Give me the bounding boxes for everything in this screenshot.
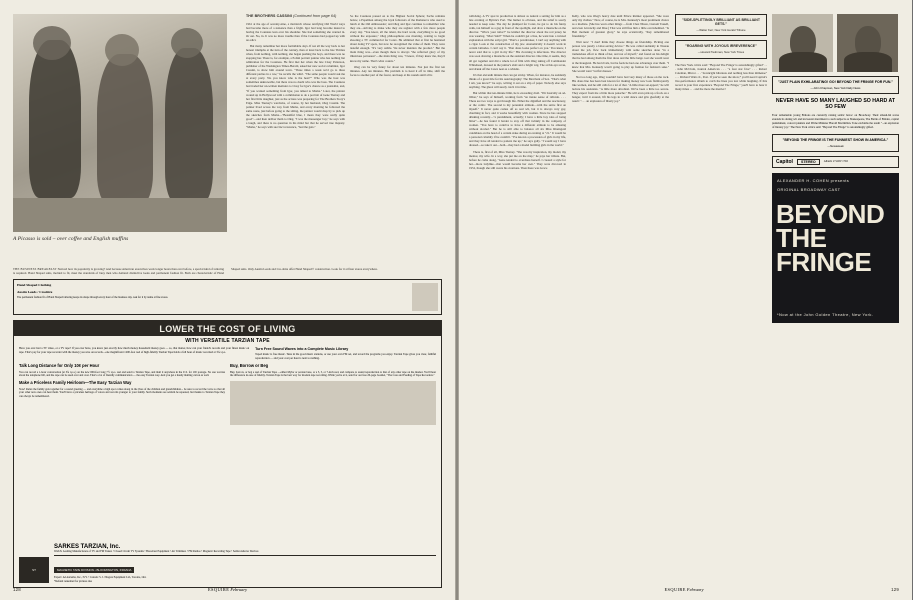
right-page	[456, 0, 912, 600]
tarzian-buy-copy: Buy, borrow, or beg a reel of Tarzian Tape —either Mylar or acetate base, or a 3, 5, or 7-inch reel, and compare to sound reproduction to that of any other tape on the market. You'll hear the difference in ease of fidelity. Tarzian Tape is the best way for modern tape recording. While you're at it, send for our free 20-page booklet, "The Care and Feeding of Tape Recorders."	[230, 370, 436, 378]
right-column-3-quotes	[675, 14, 767, 254]
photo-men-at-breakfast	[13, 14, 227, 232]
press-quote	[772, 134, 899, 152]
press-quote-text: "SIDE-SPLITTINGLY BRILLIANT AS BRILLIANT GETS."	[682, 18, 760, 27]
hand-shaped-brand-body: The permanent fashion fit of Hand Shaped tailoring keeps its shape through every hour of the business day. Ask for it by name at fine stores.	[17, 296, 169, 300]
album-cover-art	[772, 173, 899, 323]
album-theatre-note: *Now at the John Golden Theatre, New York.	[777, 312, 874, 318]
article-paragraph: But many remember her more formidable days. If not all the way back to her honest triumphs at the turn of the century, then at least back to the late Thirties when, from nothing, with nothing, she began pushing the boys, and there was no stopping her. There is, for example, a Polish portrait painter who has nothing but admiration for the Countess. He first met her when the late Cissy Patterson, publisher of the Washington Times-Herald, asked her new social columnist, Igor Cassini, to show him around town. "Three times a week we'd go to three different parties in a row," he recalls the whirl. "The same people would ask me at every party. 'Do you know who is the host?'" Who was the host was sometimes unknowable, but there was no doubt who was the boss. The Countess had traded her un-written memoirs to Cissy for Igor's chance as a journalist, and, "If you wanted something from Igor, you talked to Mama." Later, the painter wound up in Hollywood with a commission to do a portrait of Gene Tierney and her first little daughter, just as the actress was preparing for The Brothers Story's Edge. Miss Tierney's wardrobe, of course, by her husband, Oleg Cassini. The painter lived across the way from Mama, and every morning he followed the same route, just before going to the sitting, the painter would drop by to pick up the sketches from Mama—"Beautiful blue, I mean they were really quite good"—and then deliver them to Oleg. "I was the messenger boy," he says with a laugh, and there is no question in his mind but that he served true majesty. "Mama," he says with succinct reverence, "had the guts."	[246, 44, 345, 129]
ad-lead-headline: THE BUSINESS BREAKFAST	[13, 267, 57, 271]
right-paragraph: Wait now: "I don't think they choose things on friendship. Picking one person was purely a labor-saving device." He was called suddenly in Nassau about the job, flew back immediately with some sketches done "in a tremendous effort to think of her, and not of myself," and found on his delight that he had among them the first dress and the little beige coat she would wear at the Inaugural. He had rivals, but he feels he had one advantage over them. "I knew that Mrs. Kennedy wasn't going to play up fashion for fashion's sake." She would want "tactful dresses."	[572, 40, 669, 73]
ad-headline: NEVER HAVE SO MANY LAUGHED SO HARD AT SO FEW	[775, 98, 896, 111]
tarzian-headline: LOWER THE COST OF LIVING	[14, 321, 441, 336]
article-title-text: THE BROTHERS CASSINI	[246, 14, 292, 18]
cast-portraits-row-1	[772, 14, 899, 72]
right-paragraph: There is, first of all, Miss Tierney. "She was my inspiration, my model, my mentor, my wife. In a way, she put me on the map," he pays her tribute. But, before he came along, "Gene tended to overdress herself. I created a style for her—more ladylike—that would become her own." They were divorced in 1952, though she still wears his creations. Then there was Grace	[469, 149, 566, 170]
figure-left	[29, 40, 81, 198]
tarzian-sub-2-headline: Make a Priceless Family Heirloom—The Easy Tarzian Way	[19, 379, 132, 385]
stereo-badge: STEREO	[797, 159, 820, 165]
article-column-1	[246, 14, 345, 574]
article-paragraph: 1961 at the age of seventy-nine, a matriarch whose terrifying Old World ways had become more of a nuisance than a fright. Igor had long become inured to having the Countess lean over his shoulder. She had something she wanted in. Or out. No, in. It was no more trouble than if the Countess had popped up with an edict.	[246, 21, 345, 42]
press-quote	[675, 40, 767, 58]
tarzian-sub-2	[19, 381, 225, 425]
press-quote-text: "BEYOND THE FRINGE IS THE FUNNIEST SHOW IN AMERICA."	[782, 137, 889, 142]
press-quote-source: —Newsweek	[827, 144, 844, 149]
right-footer	[664, 587, 703, 592]
left-folio: 128	[13, 587, 21, 592]
article-paragraph: So the Countess passed on to the Highest Social Sphere; Sacha remains below, a Papelman among the loyal followers of the Romanovs who used to lunch at the Old Ambassador; and Oleg and Igor continue to remember who they are—striving to make who they are register with a few more people every day. "You know, all the talent, the hard work, everything is no good without the exposure," Oleg philosophizes one morning, waiting to begin shooting a TV commercial for Cotex. He admitted that at first he hesitated about doing TV spots, but now he recognized the value of them. They were tasteful enough. "It's very subtle. We never mention the product." But the main thing was—even though there is always "the reflected glory of my illustrious patroness"—the main thing was, "I know, if they knew me, they'd know my name. That's what counts."	[350, 14, 445, 63]
hand-shaped-brand-line1: Hand Shaped Clothing	[17, 283, 52, 288]
page-gutter	[455, 0, 459, 600]
tarzian-sub-2-copy: Now! Relax the family gets together for a sound greeting — and everytime a high spot comes along in the lives of the children and grandchildren... be sure to record the voice so that all your other new ones can hear them. You'll have a priceless heritage of voices and records younger to your family. Such moments are seldom be repeated, but thanks to Tarzian Tape they can always be remembered.	[19, 387, 225, 398]
article-title	[246, 14, 345, 19]
capitol-logo: Capitol	[776, 159, 793, 166]
tarzian-company-lines: World's Leading Manufacturers of TV and FM Tuners • Closed Circuit TV Systems • Broadcast Equipment • Air Trimmers • FM Radios • Magnetic Recording Tape • Semiconductor Devices	[54, 549, 259, 553]
article-column-2	[350, 14, 445, 574]
right-paragraph: It's that eleventh minute that can get sticky. When, for instance, he suddenly thinks of a great title for his autobiography: The Merchant of Sex. "That's what I am, you know?" he says, writing it out on a slip of paper. Nobody else says anything. The ghost will surely catch it in time.	[469, 72, 566, 89]
right-folio: 129	[891, 587, 899, 592]
capitol-records-bar	[772, 156, 899, 168]
right-column-1	[469, 14, 566, 574]
press-quote-source: —Howard Taubman, New York Times	[697, 49, 745, 54]
press-quote-text: "JUST PLAIN EXHILARATING! GO! BEYOND THE FRINGE FOR FUN."	[777, 80, 894, 84]
ad-body-copy: Four remarkable young Britons are currently raising satiric havoc on Broadway. Their smash-hit revue extends its daring wit and irreverent merriment to such subjects as Shakespeare, The Battle of Britain, capital punishment, concert pianists and Prime Minister Harold Macmillan. Tone exclaims the result "...an explosion of literary joy." The New York critics said: "Beyond The Fringe" is astonishingly gifted.	[772, 113, 899, 129]
press-quote-source: —Walter Kerr, New York Herald Tribune	[696, 27, 746, 32]
right-footer-magazine: ESQUIRE	[664, 587, 686, 592]
tarzian-buy-headline: Buy, Borrow or Beg	[230, 362, 269, 368]
album-subtitle: ORIGINAL BROADWAY CAST	[777, 187, 841, 193]
right-paragraph: rollicking. A TV spot in production is almost as natural a setting for him as a late evening at Byrnie's Port. The humor is obvious, and the relief is sorely needed to keep sane. The day he plumped for Cotex, he got to do his funny walk, tan himself as a gag in front of the spotlight, and draw a mustache on the director. "Who's your tailor?" he kidded the director about the red jersey he was wearing. "Mort Sahl?" When he couldn't get a line, he went into a twisted explanation with the script girl. "That's a pawnbroker, I can't say anything with a cigar. Look at the construction of my jaw. Anatomically it doesn't work in certain latitudes. I can't say it. 'That dress looks perfect on you.' You know, I never said that to a girl in my life." His clowning is infectious. The director was soon drawing a mustache on the assistant director. One time, it seems, they all got together and did a whole lot of film with Oleg taking off Commander Whitehead, dressed in the janitor's shirt and a bright wig. The ad his eye roves, and drunk off the Cotex neat as a whistle.	[469, 14, 566, 71]
figure-left-head	[33, 26, 71, 60]
left-footer-issue: February	[230, 587, 248, 592]
hand-shaped-brand-line2: Austin Leeds / Croshire	[17, 289, 53, 294]
album-catalog-number: Album: Z SOW 1792	[823, 160, 848, 164]
tarzian-sub-1	[19, 364, 225, 378]
tarzian-left-copy: Have you ever had a TV video, or a TV tape? If you ever have, you know just exactly how much money household money goes — so, that matter, how can your friend's records and your finest music on tape. That's pay for your tape recorder with the money you save on records—one magnificent 1200-foot reel of high-fidelity Tarzian Tape holds a full hour of music recorded at 3¾ i.p.s.	[19, 347, 250, 354]
right-paragraph: The New York critics said: "'Beyond The Fringe' is astonishingly gifted" . . . John McClain, Journal American . . . "a four star fave" . . . Robert Coleman, Mirror . . . "downright hilarious and nothing less than immense" . . . Richard Watts Jr., Post. If you've seen the show,* you'll need Capitol's live-performance album to catch the lines you lost while laughing. If this record is your first experience "Beyond The Fringe," you'll have to hear it many times . . . and the more the merrier!	[675, 62, 767, 91]
tarzian-division: MAGNETIC TAPE DIVISION • BLOOMINGTON, INDIANA	[54, 567, 134, 573]
tarzian-export: Export: Ad Auriema, Inc., N.Y. • Canada: S. J. Niagara Equipment Ltd., Toronto, Ont.	[54, 576, 147, 580]
cast-portrait	[772, 14, 833, 72]
press-quote	[675, 14, 767, 36]
figure-center-head	[105, 34, 139, 66]
portrait-body	[844, 52, 892, 72]
right-paragraph: Kelly, who was Oleg's heavy date until Prince Rainier appeared. "She wore only my clothes." Now, of course, he is Mrs. Kennedy's most prominent choice as a modiste. (She has worn other things —from Chez Ninon, Custom Tassell, and even Givenchy and Dior.) That was still fine him a little overwhelmed. "Is Heti moment of greatest glory," he says ecstatically, "they remembered friendship."	[572, 14, 669, 39]
article-paragraph: Oleg can be very funny for about ten minutes. Not just the first ten minutes. Any ten minutes. His problem is to head it off in time, shift the focus to another part of the forest, and keep at his rounds until all is	[350, 64, 445, 77]
press-quote	[772, 76, 899, 94]
beyond-the-fringe-ad	[772, 14, 899, 574]
tarzian-box-headline: Turn Free Sound Waves into a Complete Music Library	[255, 347, 349, 352]
photo-caption: A Picasso is sold – over coffee and English muffins	[13, 236, 129, 242]
right-column-2	[572, 14, 669, 574]
photo-block	[13, 14, 227, 264]
figure-right-head	[171, 28, 203, 58]
left-footer-magazine: ESQUIRE	[207, 587, 230, 592]
article-continued-note: (Continued from page 64)	[293, 14, 337, 18]
photo-foreground	[13, 198, 227, 232]
album-title: BEYOND THE FRINGE	[776, 199, 885, 277]
tarzian-box-copy: Taped music is free music. Tune in the good music stations, or use your own FM set, and record the programs you enjoy. Tarzian Tape gives you clear, faithful reproduction — and your cost per hour is next to nothing.	[255, 353, 436, 361]
right-paragraph: But within that ten-minute limit, he is exceeding droll. "I'm basically an ad-libber," he says of himself, working from "an innate sense of ridicule. . . . There are two ways to get through life. Either the dignified and the reactionary, or the comic. The second is my perennial attitude—with the satire first on myself." It never quite comes off as real wit, but it is always very gay, charming in fact, and it works beautifully with women. Since he has stopped drinking recently—"a punishment, actually; I have a little boy idea of being bitter"—he has found it harder to stay off that twinkly in the company of women. "You have to contrive to have a different attitude to be amusing without alcohol." But he is still able to balance all six Miss Rheingold candidates on the head of a certain stake during an evening at "21." It would be a personal calamity if he couldn't. "I've known a procession of girls in my life, and they have all tended to pattern me up," he says gaily. "I would say I have dressed—so take it out—both—they had a model building girls in the world."	[469, 90, 566, 148]
press-quote-text: "ROARING WITH JOYOUS IRREVERENCE"	[685, 44, 757, 49]
press-quote-source: —John Chapman, New York Daily News	[810, 86, 861, 91]
album-presenter-line: ALEXANDER H. COHEN presents	[777, 178, 850, 184]
tarzian-subhead: WITH VERSATILE TARZIAN TAPE	[185, 338, 270, 345]
tarzian-logo-mark: ST	[19, 557, 49, 583]
figure-right	[165, 48, 213, 202]
tarzian-sub-1-headline: Talk Long Distance for Only 10¢ per Hour	[19, 362, 100, 368]
portrait-body	[779, 52, 827, 72]
figure-center	[97, 54, 153, 204]
ad-lead-text: Noticed how its popularity is growing? And because American executives work longer hours than ever before, a special kind of tailoring is required. Hand Shaped suits, molded to fit, meet the standards of busy men who demand distinctive looks and permanent fashion fit. Both are characteristic of Hand Shaped suits. Only Austin Leeds and Cro-shire offer Hand Shaped® construction. Look for it at finer stores everywhere.	[13, 267, 378, 276]
right-paragraph: Not too long ago, Oleg wouldn't have had very many of those on the rack. His dress line has been best known for making money now look flamboyantly like women, and he still calls for a lot of that. "A little more set-appeal," he will lecture his assistants. "A little more décolleté. We've been a little too severe. They expect from me a little more panache." He will even pick up a frock on a hanger, twirl it around, lift his legs in a wild dance and grin gleefully at the result: ". . . an explosion of liberty joy."	[572, 74, 670, 103]
left-page	[0, 0, 456, 600]
tarzian-sub-1-copy: You can record a 1-hour conversation (at 3¾ i.p.s.) on the new 600-foot long 7½ i.p.s. reel and send to Tarzian Tape, and mail it anywhere in the U.S. for 10¢ postage. No one worries about the telephone bill, and the tape can be used over and over. That's a lot of friendly communication — the easy Tarzian way. And you get a handy mailing carton as well.	[19, 370, 225, 378]
tarzian-footnote: *Refund redeemed for pictures due	[54, 579, 92, 583]
tarzian-company-name: SARKES TARZIAN, Inc.	[54, 543, 121, 550]
right-footer-issue: February	[686, 587, 704, 592]
left-footer	[208, 587, 247, 592]
cast-portrait	[837, 14, 898, 72]
